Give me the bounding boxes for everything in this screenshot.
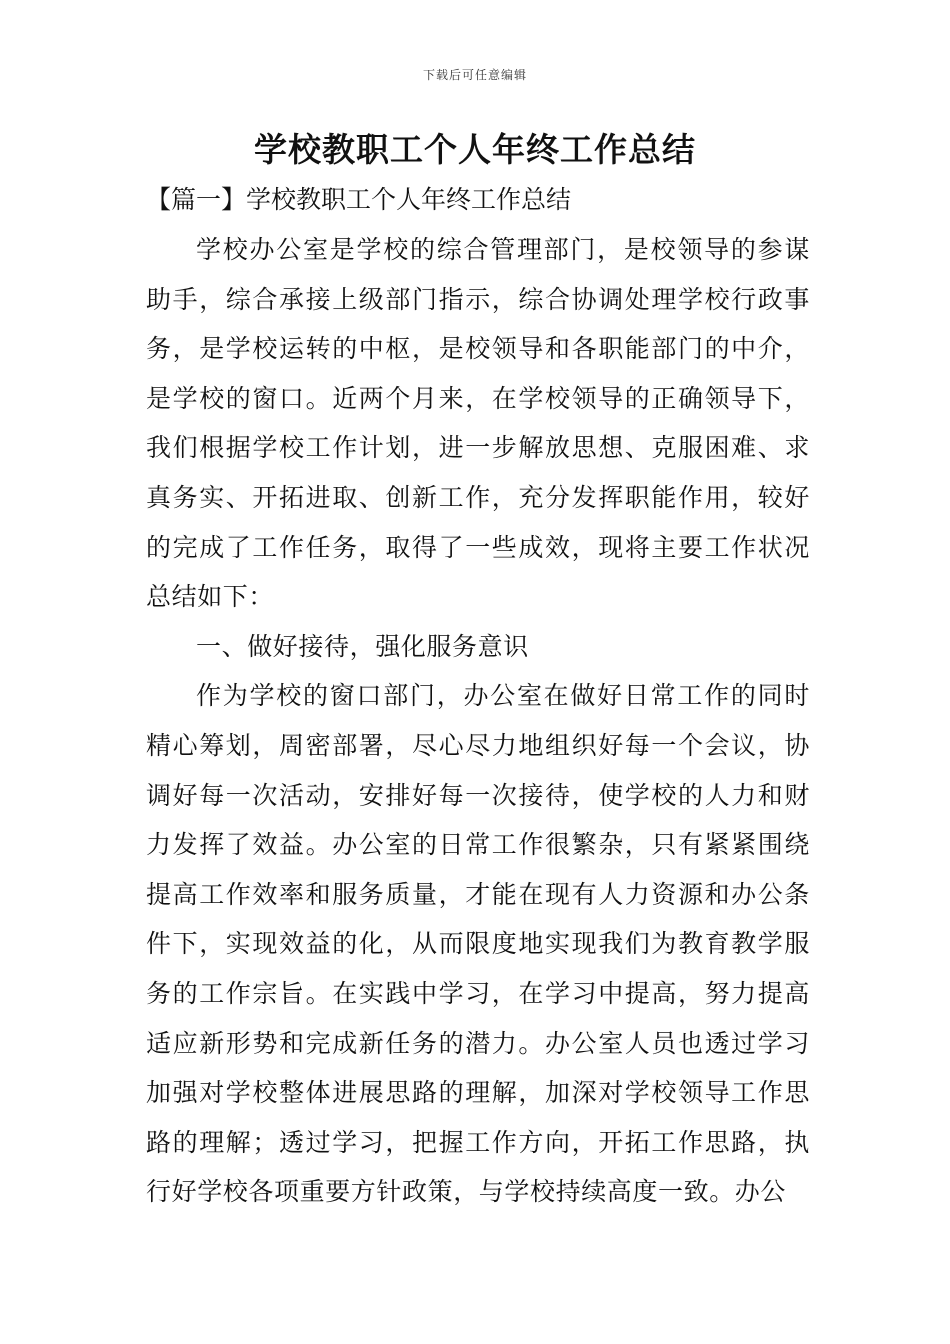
document-body [146, 225, 810, 1217]
header-note: 下载后可任意编辑 [422, 68, 527, 82]
document-title: 学校教职工个人年终工作总结 [254, 130, 696, 169]
subheading-reception: 一、做好接待，强化服务意识 [196, 631, 529, 661]
section-heading: 【篇一】学校教职工个人年终工作总结 [146, 185, 572, 214]
paragraph-intro: 学校办公室是学校的综合管理部门，是校领导的参谋助手，综合承接上级部门指示，综合协调处理学校行政事务，是学校运转的中枢，是校领导和各职能部门的中介，是学校的窗口。近两个月来，在学校领导的正确领导下，我们根据学校工作计划，进一步解放思想、克服困难、求真务实、开拓进取、创新工作，充分发挥职能作用，较好的完成了工作任务，取得了一些成效，现将主要工作状况总结如下： [146, 235, 810, 612]
paragraph-office-work: 作为学校的窗口部门，办公室在做好日常工作的同时精心筹划，周密部署，尽心尽力地组织好每一个会议，协调好每一次活动，安排好每一次接待，使学校的人力和财力发挥了效益。办公室的日常工作很繁杂，只有紧紧围绕提高工作效率和服务质量，才能在现有人力资源和办公条件下，实现效益的化，从而限度地实现我们为教育教学服务的工作宗旨。在实践中学习，在学习中提高，努力提高适应新形势和完成新任务的潜力。办公室人员也透过学习加强对学校整体进展思路的理解，加深对学校领导工作思路的理解；透过学习，把握工作方向，开拓工作思路，执行好学校各项重要方针政策，与学校持续高度一致。办公 [146, 681, 810, 1207]
